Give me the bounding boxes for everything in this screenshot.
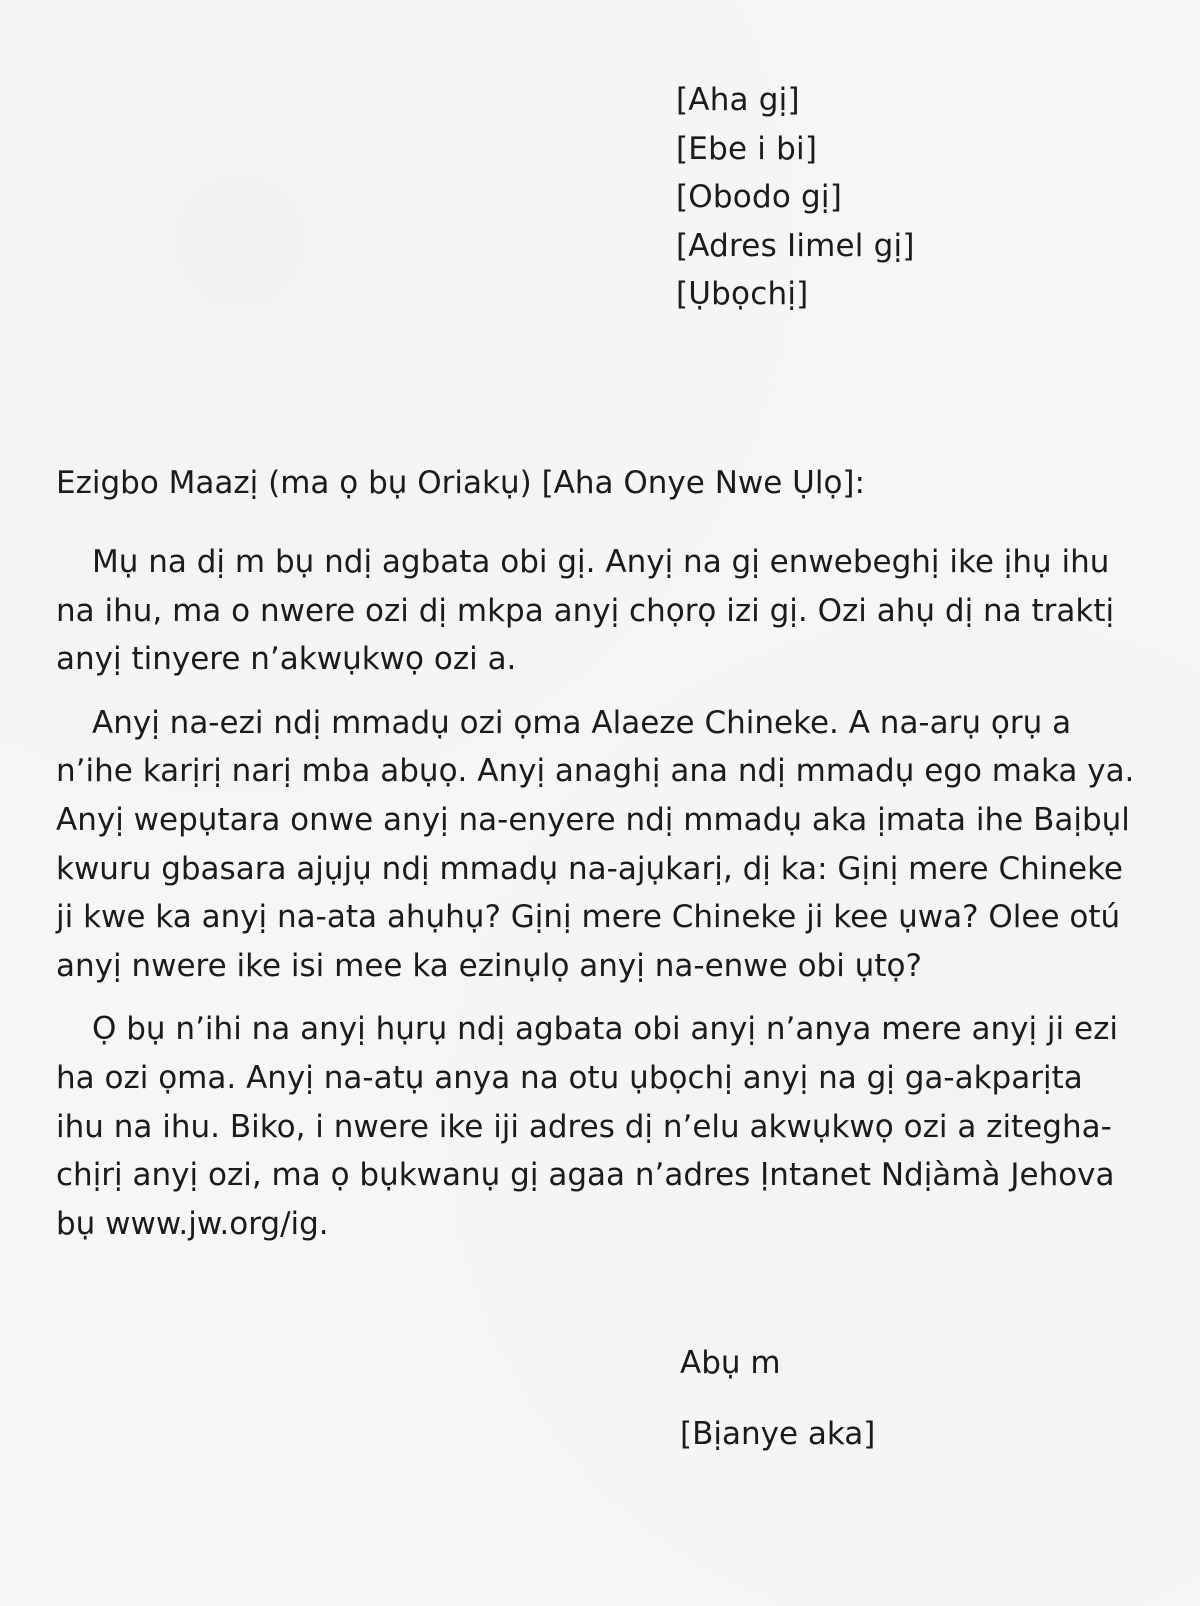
paragraph-line: ihu na ihu. Biko, i nwere ike iji adres dị n’elu akwụkwọ ozi a zitegha- (56, 1108, 1112, 1145)
paragraph-line: ha ozi ọma. Anyị na-atụ anya na otu ụbọchị anyị na gị ga-akparịta (56, 1059, 1083, 1096)
paragraph-line: Anyị na-ezi ndị mmadụ ozi ọma Alaeze Chineke. A na-arụ ọrụ a (92, 704, 1072, 741)
sender-name: [Aha gị] (676, 82, 800, 118)
paragraph-line: Mụ na dị m bụ ndị agbata obi gị. Anyị na gị enwebeghị ike ịhụ ihu (92, 544, 1110, 580)
letter-body (56, 538, 1150, 1263)
paragraph-line: na ihu, ma o nwere ozi dị mkpa anyị chọrọ izi gị. Ozi ahụ dị na traktị (56, 592, 1115, 629)
paragraph-line: ji kwe ka anyị na-ata ahụhụ? Gịnị mere Chineke ji kee ụwa? Olee otú (56, 899, 1121, 936)
salutation: Ezigbo Maazị (ma ọ bụ Oriakụ) [Aha Onye Nwe Ụlọ]: (56, 465, 865, 501)
sender-street: [Ebe i bi] (676, 130, 818, 167)
letter-date: [Ụbọchị] (676, 276, 809, 312)
paragraph-line: chịrị anyị ozi, ma ọ bụkwanụ gị agaa n’adres Ịntanet Ndịàmà Jehova (56, 1157, 1115, 1194)
paragraph-line: anyị nwere ike isi mee ka ezinụlọ anyị na-enwe obi ụtọ? (56, 947, 922, 984)
sender-city: [Obodo gị] (676, 179, 843, 215)
signature-placeholder: [Bịanye aka] (680, 1416, 876, 1452)
paragraph-line: bụ www.jw.org/ig. (56, 1205, 329, 1242)
paragraph-line: anyị tinyere n’akwụkwọ ozi a. (56, 641, 517, 678)
body-paragraph (56, 538, 1150, 684)
sender-email: [Adres Iimel gị] (676, 227, 915, 264)
closing-phrase: Abụ m (680, 1345, 781, 1381)
body-paragraph (56, 1005, 1150, 1248)
paragraph-line: Ọ bụ n’ihi na anyị hụrụ ndị agbata obi anyị n’anya mere anyị ji ezi (92, 1011, 1118, 1048)
paragraph-line: n’ihe karịrị narị mba abụọ. Anyị anaghị ana ndị mmadụ ego maka ya. (56, 753, 1135, 790)
sender-address-block (676, 76, 915, 319)
paragraph-line: Anyị wepụtara onwe anyị na-enyere ndị mmadụ aka ịmata ihe Baịbụl (56, 801, 1130, 838)
paragraph-line: kwuru gbasara ajụjụ ndị mmadụ na-ajụkarị, dị ka: Gịnị mere Chineke (56, 850, 1123, 887)
body-paragraph (56, 699, 1150, 991)
